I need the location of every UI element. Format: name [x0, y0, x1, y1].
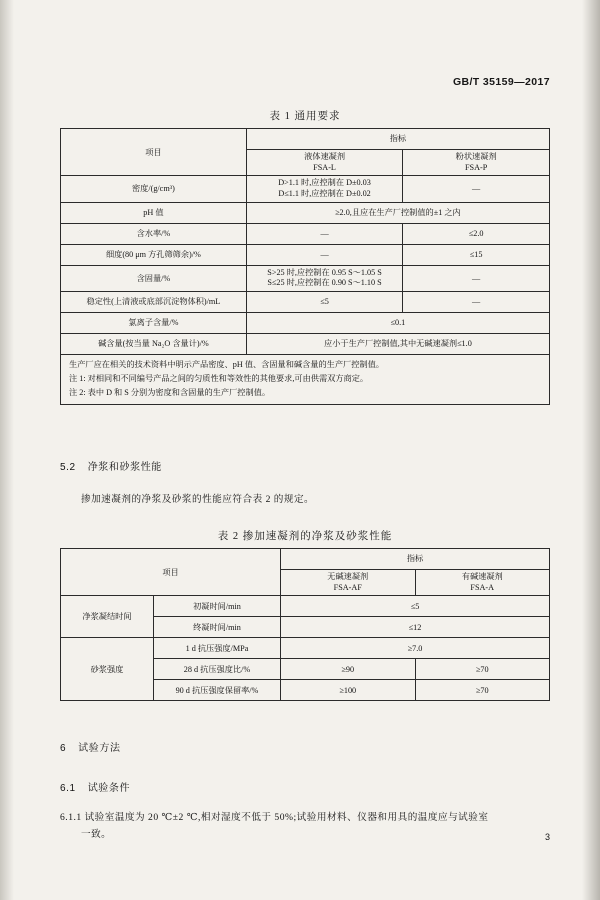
table-row-notes [61, 354, 550, 404]
row-solid-liquid: S>25 时,应控制在 0.95 S～1.05 S S≤25 时,应控制在 0.90 S～1.10 S [246, 265, 402, 291]
row-stability-powder: — [403, 291, 550, 312]
row-density-liquid: D>1.1 时,应控制在 D±0.03 D≤1.1 时,应控制在 D±0.02 [246, 176, 402, 202]
row-28d-ratio-label: 28 d 抗压强度比/% [153, 659, 280, 680]
table-row [61, 223, 550, 244]
table2-group-setting-time: 净浆凝结时间 [61, 596, 154, 638]
table-paste-mortar-performance [60, 548, 550, 701]
row-moisture-liquid: — [246, 223, 402, 244]
table1-note-2: 注 2: 表中 D 和 S 分别为密度和含固量的生产厂控制值。 [69, 387, 271, 397]
paragraph-6-1-1-number: 6.1.1 [60, 812, 82, 823]
heading-5-2-title: 净浆和砂浆性能 [87, 462, 162, 473]
row-fineness-powder: ≤15 [403, 244, 550, 265]
table2-header-item: 项目 [61, 549, 281, 596]
table1-caption: 表 1 通用要求 [269, 111, 341, 122]
table1-header-index: 指标 [246, 129, 549, 150]
page-content [60, 0, 550, 900]
table2-header-index: 指标 [281, 549, 550, 570]
row-density-label: 密度/(g/cm³) [61, 176, 247, 202]
table-row [61, 549, 550, 570]
paragraph-6-1-1 [60, 810, 550, 844]
page-number: 3 [544, 832, 550, 842]
heading-6-title: 试验方法 [78, 743, 121, 754]
table-row [61, 176, 550, 202]
table-row [61, 638, 550, 659]
table2-caption: 表 2 掺加速凝剂的净浆及砂浆性能 [217, 531, 393, 542]
row-90d-retention-alkali-free: ≥100 [281, 680, 415, 701]
table2-header-alkali-free: 无碱速凝剂 FSA-AF [281, 570, 415, 596]
row-1d-strength-label: 1 d 抗压强度/MPa [153, 638, 280, 659]
row-density-powder: — [403, 176, 550, 202]
table-row [61, 312, 550, 333]
row-initial-set-value: ≤5 [281, 596, 550, 617]
table1-note-0: 生产厂应在相关的技术资料中明示产品密度、pH 值、含固量和碱含量的生产厂控制值。 [69, 359, 384, 369]
row-alkali-label: 碱含量(按当量 Na₂O 含量计)/% [61, 333, 247, 354]
table1-header-powder: 粉状速凝剂 FSA-P [403, 150, 550, 176]
paragraph-6-1-1-line1: 6.1.1 试验室温度为 20 ℃±2 ℃,相对湿度不低于 50%;试验用材料、仪器和用具的温度应与试验室 [60, 812, 489, 823]
row-alkali-value: 应小于生产厂控制值,其中无碱速凝剂≤1.0 [246, 333, 549, 354]
row-stability-label: 稳定性(上清液或底部沉淀物体积)/mL [61, 291, 247, 312]
row-ph-value: ≥2.0,且应在生产厂控制值的±1 之内 [246, 202, 549, 223]
row-initial-set-label: 初凝时间/min [153, 596, 280, 617]
table-row [61, 129, 550, 150]
row-final-set-label: 终凝时间/min [153, 617, 280, 638]
table-general-requirements [60, 128, 550, 405]
table-row [61, 596, 550, 617]
row-90d-retention-label: 90 d 抗压强度保留率/% [153, 680, 280, 701]
row-solid-powder: — [403, 265, 550, 291]
heading-5-2-number: 5.2 [60, 462, 76, 473]
row-90d-retention-alkali: ≥70 [415, 680, 550, 701]
row-stability-liquid: ≤5 [246, 291, 402, 312]
row-1d-strength-value: ≥7.0 [281, 638, 550, 659]
heading-6-1-title: 试验条件 [87, 783, 131, 794]
table1-header-liquid: 液体速凝剂 FSA-L [246, 150, 402, 176]
table-row [61, 244, 550, 265]
table-row [61, 333, 550, 354]
row-28d-ratio-alkali: ≥70 [415, 659, 550, 680]
header-standard-code: GB/T 35159—2017 [452, 76, 550, 88]
row-ph-label: pH 值 [61, 202, 247, 223]
table1-header-item: 项目 [61, 129, 247, 176]
row-fineness-liquid: — [246, 244, 402, 265]
heading-6-1 [60, 779, 550, 794]
paragraph-6-1-1-line2: 一致。 [81, 828, 112, 840]
heading-5-2 [60, 458, 550, 473]
row-solid-label: 含固量/% [61, 265, 247, 291]
table1-notes [61, 354, 550, 404]
table-row [61, 202, 550, 223]
row-fineness-label: 细度(80 μm 方孔筛筛余)/% [61, 244, 247, 265]
row-chloride-value: ≤0.1 [246, 312, 549, 333]
row-moisture-label: 含水率/% [61, 223, 247, 244]
row-final-set-value: ≤12 [281, 617, 550, 638]
heading-6-number: 6 [60, 743, 67, 754]
paragraph-5-2: 掺加速凝剂的净浆及砂浆的性能应符合表 2 的规定。 [81, 494, 315, 505]
table-row [61, 291, 550, 312]
row-chloride-label: 氯离子含量/% [61, 312, 247, 333]
heading-6-1-number: 6.1 [60, 783, 76, 794]
row-moisture-powder: ≤2.0 [403, 223, 550, 244]
heading-6 [60, 739, 550, 754]
table-row [61, 265, 550, 291]
table2-group-mortar-strength: 砂浆强度 [61, 638, 154, 701]
table1-note-1: 注 1: 对相同和不同编号产品之间的匀质性和等效性的其他要求,可由供需双方商定。 [69, 373, 369, 383]
row-28d-ratio-alkali-free: ≥90 [281, 659, 415, 680]
table2-header-alkali: 有碱速凝剂 FSA-A [415, 570, 550, 596]
